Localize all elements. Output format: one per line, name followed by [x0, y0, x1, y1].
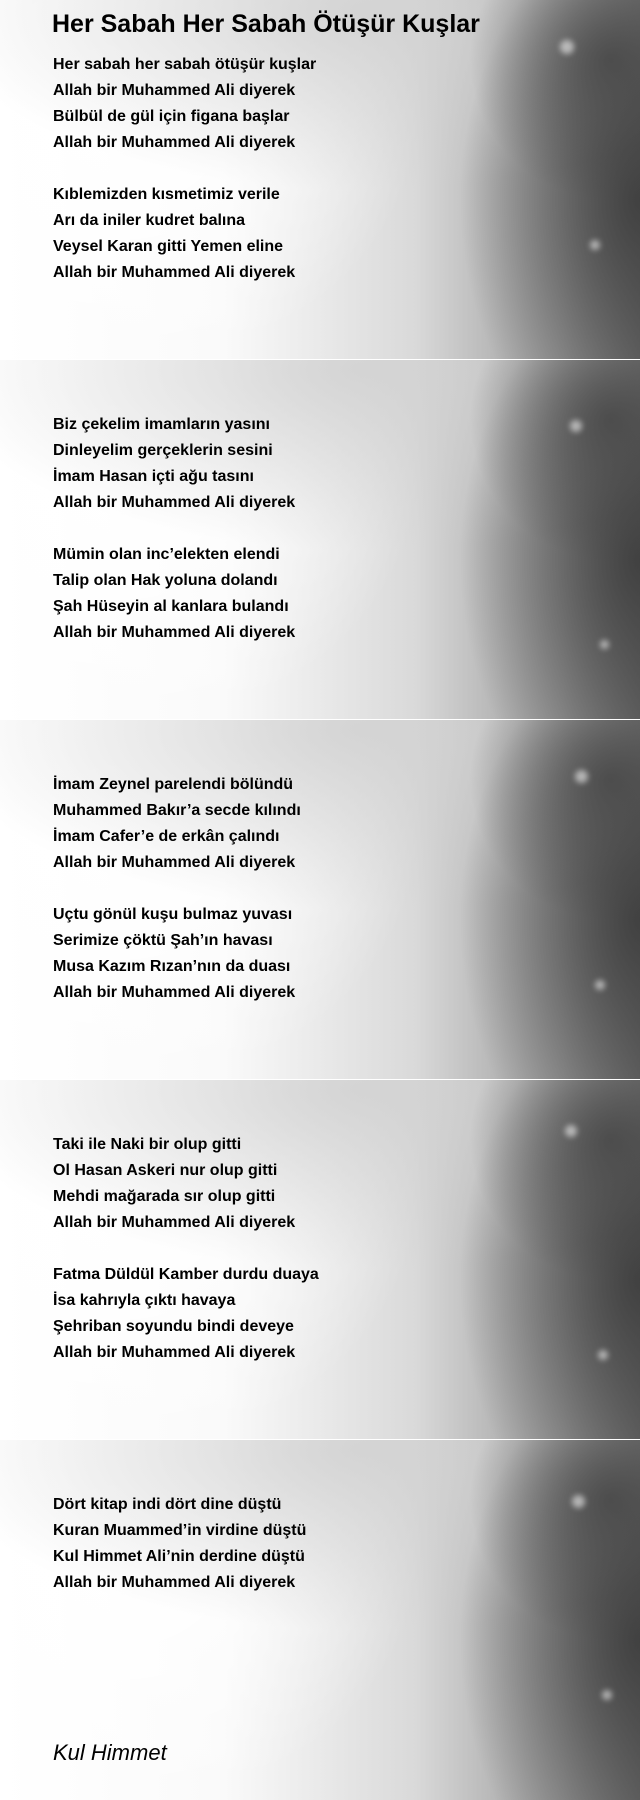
- poem-line: Bülbül de gül için figana başlar: [53, 108, 290, 125]
- poem-line: Arı da iniler kudret balına: [53, 212, 246, 229]
- poem-line: Biz çekelim imamların yasını: [53, 416, 270, 433]
- poem-line: İsa kahrıyla çıktı havaya: [53, 1292, 236, 1309]
- bokeh-light: [595, 980, 605, 990]
- poem-line: Her sabah her sabah ötüşür kuşlar: [53, 56, 317, 73]
- poem-line: Allah bir Muhammed Ali diyerek: [53, 264, 296, 281]
- poem-page-4: [0, 1080, 640, 1439]
- poem-line: Fatma Düldül Kamber durdu duaya: [53, 1266, 319, 1283]
- poem-page-5: [0, 1440, 640, 1800]
- stanza-7: [53, 1132, 295, 1236]
- poem-line: Muhammed Bakır’a secde kılındı: [53, 802, 301, 819]
- poem-line: Taki ile Naki bir olup gitti: [53, 1136, 242, 1153]
- bokeh-light: [560, 40, 574, 54]
- poem-page-3: [0, 720, 640, 1079]
- poem-line: Allah bir Muhammed Ali diyerek: [53, 854, 296, 871]
- bokeh-light: [598, 1350, 608, 1360]
- poem-line: Uçtu gönül kuşu bulmaz yuvası: [53, 906, 293, 923]
- poem-page-1: [0, 0, 640, 359]
- poem-line: Veysel Karan gitti Yemen eline: [53, 238, 284, 255]
- bokeh-light: [602, 1690, 612, 1700]
- poem-line: Mümin olan inc’elekten elendi: [53, 546, 280, 563]
- stanza-5: [53, 772, 301, 876]
- poem-line: Dört kitap indi dört dine düştü: [53, 1496, 282, 1513]
- poem-line: Şehriban soyundu bindi deveye: [53, 1318, 294, 1335]
- bokeh-light: [565, 1125, 577, 1137]
- poem-line: Allah bir Muhammed Ali diyerek: [53, 1344, 296, 1361]
- poem-line: Serimize çöktü Şah’ın havası: [53, 932, 273, 949]
- poem-line: Allah bir Muhammed Ali diyerek: [53, 1574, 296, 1591]
- poem-line: Kul Himmet Ali’nin derdine düştü: [53, 1548, 305, 1565]
- poem-line: Allah bir Muhammed Ali diyerek: [53, 984, 296, 1001]
- bokeh-light: [570, 420, 582, 432]
- stanza-1: [53, 52, 316, 156]
- stanza-9: [53, 1492, 306, 1596]
- bokeh-light: [572, 1495, 585, 1508]
- poem-line: Allah bir Muhammed Ali diyerek: [53, 134, 296, 151]
- bokeh-light: [600, 640, 609, 649]
- poem-line: Allah bir Muhammed Ali diyerek: [53, 1214, 296, 1231]
- poem-line: Musa Kazım Rızan’nın da duası: [53, 958, 291, 975]
- poem-line: Allah bir Muhammed Ali diyerek: [53, 494, 296, 511]
- poem-line: Kuran Muammed’in virdine düştü: [53, 1522, 307, 1539]
- stanza-2: [53, 182, 295, 286]
- poem-line: İmam Zeynel parelendi bölündü: [53, 776, 294, 793]
- poem-line: Mehdi mağarada sır olup gitti: [53, 1188, 276, 1205]
- poem-page-2: [0, 360, 640, 719]
- poem-title: Her Sabah Her Sabah Ötüşür Kuşlar: [52, 10, 480, 38]
- bokeh-light: [590, 240, 600, 250]
- poem-line: Dinleyelim gerçeklerin sesini: [53, 442, 273, 459]
- poem-line: Şah Hüseyin al kanlara bulandı: [53, 598, 289, 615]
- poem-line: Allah bir Muhammed Ali diyerek: [53, 82, 296, 99]
- stanza-3: [53, 412, 295, 516]
- poem-line: Allah bir Muhammed Ali diyerek: [53, 624, 296, 641]
- poem-line: Talip olan Hak yoluna dolandı: [53, 572, 278, 589]
- stanza-4: [53, 542, 295, 646]
- poem-line: İmam Cafer’e de erkân çalındı: [53, 828, 280, 845]
- stanza-8: [53, 1262, 319, 1366]
- poem-line: Ol Hasan Askeri nur olup gitti: [53, 1162, 278, 1179]
- poem-author: Kul Himmet: [53, 1740, 167, 1765]
- bokeh-light: [575, 770, 588, 783]
- poem-line: İmam Hasan içti ağu tasını: [53, 468, 254, 485]
- poem-line: Kıblemizden kısmetimiz verile: [53, 186, 280, 203]
- stanza-6: [53, 902, 295, 1006]
